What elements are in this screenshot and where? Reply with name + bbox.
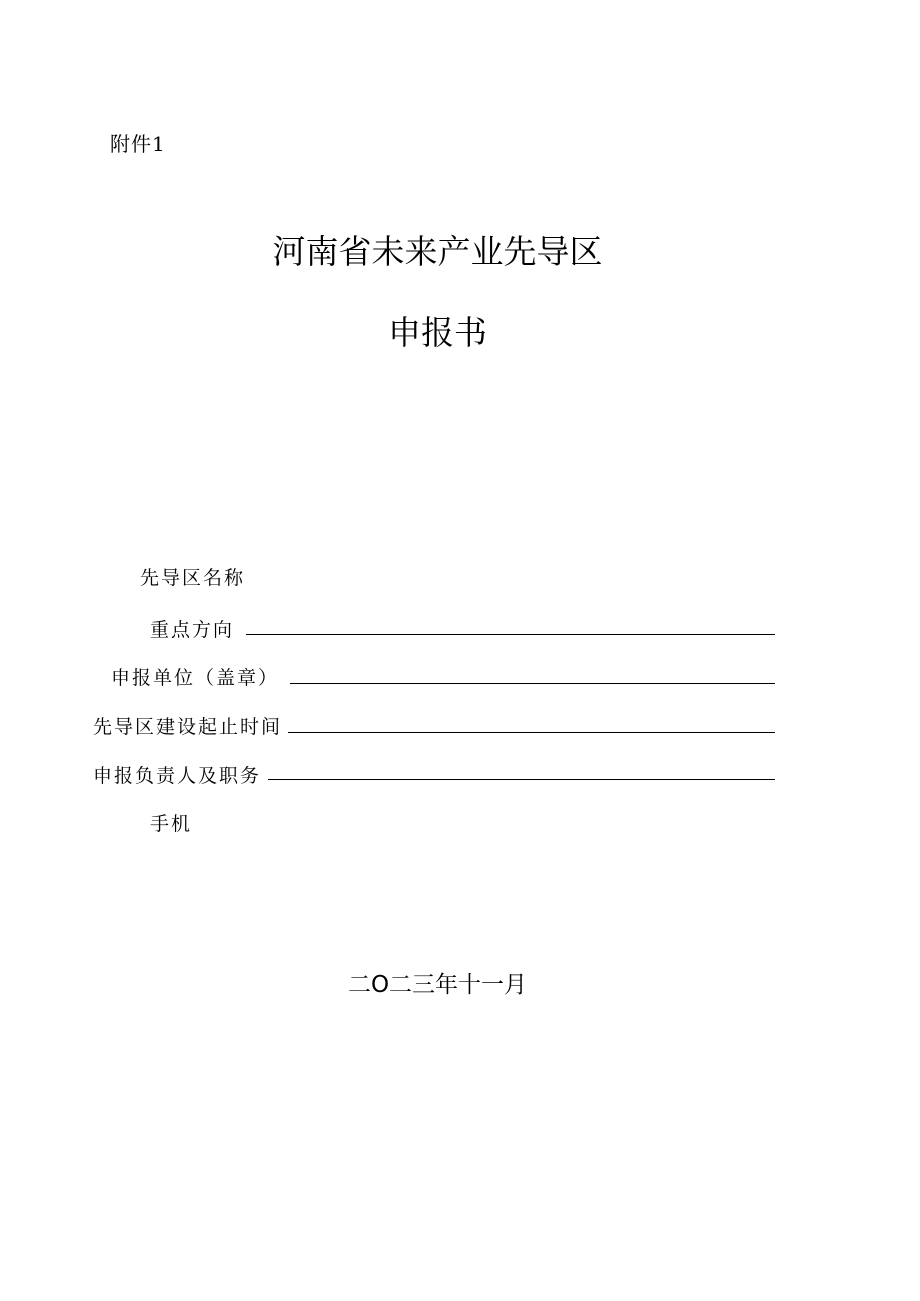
applicant-unit-blank <box>290 683 775 684</box>
document-date: 二O二三年十一月 <box>347 972 528 998</box>
applicant-unit-label: 申报单位（盖章） <box>111 667 280 689</box>
mobile-label: 手机 <box>150 813 193 835</box>
focus-direction-label: 重点方向 <box>150 619 235 641</box>
construction-period-label: 先导区建设起止时间 <box>93 716 283 738</box>
construction-period-blank <box>288 732 775 733</box>
attachment-label: 附件1 <box>110 132 166 156</box>
responsible-person-blank <box>268 779 775 780</box>
zone-name-label: 先导区名称 <box>140 567 246 589</box>
focus-direction-blank <box>246 634 775 635</box>
document-title: 河南省未来产业先导区 <box>272 232 603 271</box>
document-subtitle: 申报书 <box>388 313 487 352</box>
responsible-person-label: 申报负责人及职务 <box>93 765 262 787</box>
